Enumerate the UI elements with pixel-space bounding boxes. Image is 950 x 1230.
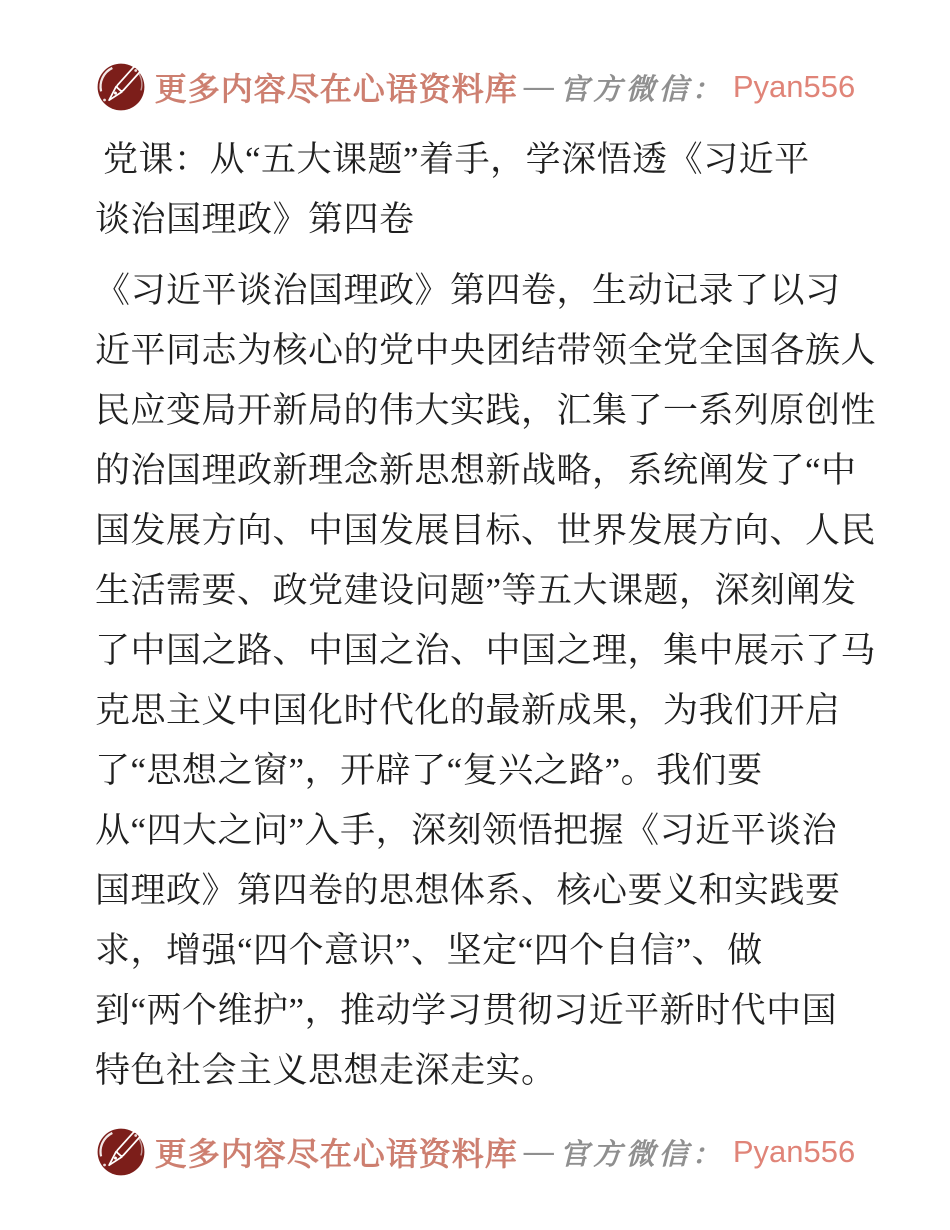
watermark-wechat-label: 官方微信： (559, 73, 725, 106)
title-line: 党课：从“五大课题”着手，学深悟透《习近平 (103, 140, 810, 179)
watermark-site-text: 更多内容尽在心语资料库 (154, 1136, 518, 1172)
paragraph-line: 特色社会主义思想走深走实。 (95, 1051, 557, 1090)
watermark-dash: — (523, 70, 554, 103)
paragraph-line: 了中国之路、中国之治、中国之理，集中展示了马 (95, 631, 877, 670)
watermark-wechat-label: 官方微信： (559, 1138, 725, 1171)
paragraph-line: 近平同志为核心的党中央团结带领全党全国各族人 (95, 331, 877, 370)
paragraph-line: 求，增强“四个意识”、坚定“四个自信”、做 (95, 931, 763, 970)
footer-watermark (0, 1125, 950, 1179)
paragraph-line: 从“四大之问”入手，深刻领悟把握《习近平谈治 (95, 811, 838, 850)
paragraph-line: 的治国理政新理念新思想新战略，系统阐发了“中 (95, 451, 857, 490)
watermark-wechat-id: Pyan556 (732, 1134, 856, 1169)
paragraph-line: 《习近平谈治国理政》第四卷，生动记录了以习 (95, 271, 841, 310)
watermark-dash: — (523, 1135, 554, 1168)
paragraph-line: 国发展方向、中国发展目标、世界发展方向、人民 (95, 511, 877, 550)
document-title (95, 130, 857, 250)
paragraph-line: 国理政》第四卷的思想体系、核心要义和实践要 (95, 871, 841, 910)
pen-circle-logo-icon (95, 61, 147, 113)
watermark-wechat-id: Pyan556 (732, 69, 856, 104)
paragraph-line: 了“思想之窗”，开辟了“复兴之路”。我们要 (95, 751, 763, 790)
paragraph-line: 克思主义中国化时代化的最新成果，为我们开启 (95, 691, 841, 730)
pen-circle-logo-icon (95, 1126, 147, 1178)
paragraph-line: 生活需要、政党建设问题”等五大课题，深刻阐发 (95, 571, 857, 610)
title-line: 谈治国理政》第四卷 (95, 200, 415, 239)
paragraph-line: 民应变局开新局的伟大实践，汇集了一系列原创性 (95, 391, 877, 430)
document-body (95, 261, 877, 1101)
paragraph-line: 到“两个维护”，推动学习贯彻习近平新时代中国 (95, 991, 838, 1030)
header-watermark (0, 60, 950, 114)
watermark-site-text: 更多内容尽在心语资料库 (154, 71, 518, 107)
